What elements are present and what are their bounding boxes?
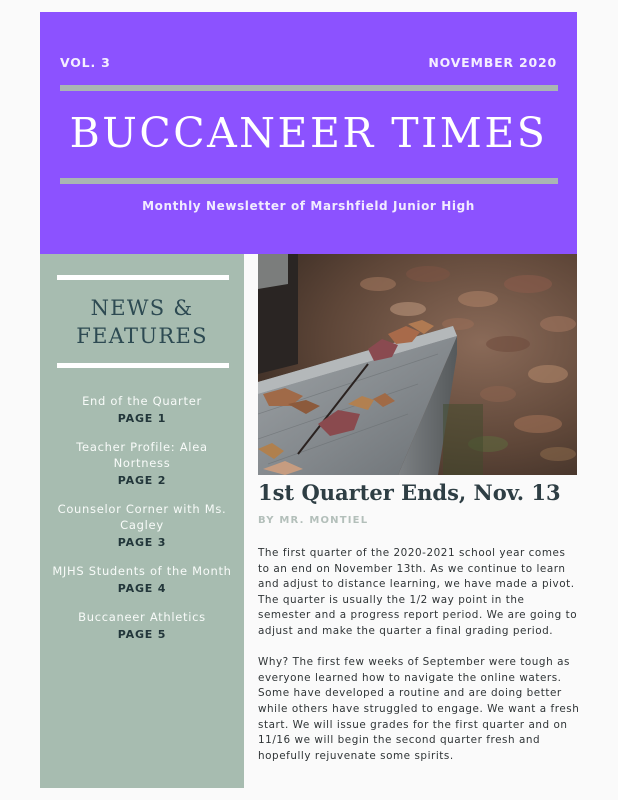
toc-item-title: Teacher Profile: Alea Nortness [76, 440, 208, 470]
toc-item-athletics[interactable] [40, 609, 244, 643]
article-paragraph-1: The first quarter of the 2020-2021 school year comes to an end on November 13th. As we continue to learn and adjust to distance learning, we have made a pivot. The quarter is usually the 1/2 way point in the semester and a progress report period. We are going to adjust and make the quarter a final grading period. [258, 547, 578, 637]
autumn-bench-photo [258, 254, 577, 475]
sidebar-divider-bottom [57, 363, 229, 368]
newsletter-title: BUCCANEER TIMES [69, 109, 548, 157]
masthead [40, 12, 577, 254]
volume-label: VOL. 3 [60, 55, 111, 70]
toc-item-counselor-corner[interactable] [40, 501, 244, 551]
sidebar-heading-line1: NEWS & [90, 296, 194, 320]
article-quarter-ends [258, 478, 580, 764]
news-features-sidebar [40, 254, 244, 788]
toc-item-title: MJHS Students of the Month [52, 564, 232, 578]
toc-item-page: PAGE 4 [117, 582, 167, 595]
toc-item-end-of-quarter[interactable] [40, 393, 244, 427]
masthead-divider-bottom [60, 178, 558, 184]
article-byline: BY MR. MONTIEL [258, 515, 369, 526]
sidebar-heading [40, 294, 244, 350]
article-paragraph-2: Why? The first few weeks of September were tough as everyone learned how to navigate the online waters. Some have developed a routine and are doing better while others have struggled to engage. We want a fresh start. We will issue grades for the first quarter and on 11/16 we will begin the second quarter fresh and hopefully rejuvenate some spirits. [258, 656, 580, 762]
table-of-contents [40, 393, 244, 655]
toc-item-page: PAGE 2 [117, 474, 167, 487]
toc-item-page: PAGE 1 [117, 412, 167, 425]
newsletter-subtitle: Monthly Newsletter of Marshfield Junior High [142, 199, 475, 213]
toc-item-page: PAGE 3 [117, 536, 167, 549]
toc-item-title: Buccaneer Athletics [78, 610, 206, 624]
sidebar-heading-line2: FEATURES [76, 324, 208, 348]
article-title: 1st Quarter Ends, Nov. 13 [258, 480, 561, 505]
toc-item-students-of-month[interactable] [40, 563, 244, 597]
issue-date: NOVEMBER 2020 [428, 55, 557, 70]
toc-item-page: PAGE 5 [117, 628, 167, 641]
toc-item-title: End of the Quarter [82, 394, 202, 408]
masthead-divider-top [60, 85, 558, 91]
toc-item-title: Counselor Corner with Ms. Cagley [57, 502, 227, 532]
sidebar-divider-top [57, 275, 229, 280]
toc-item-teacher-profile[interactable] [40, 439, 244, 489]
